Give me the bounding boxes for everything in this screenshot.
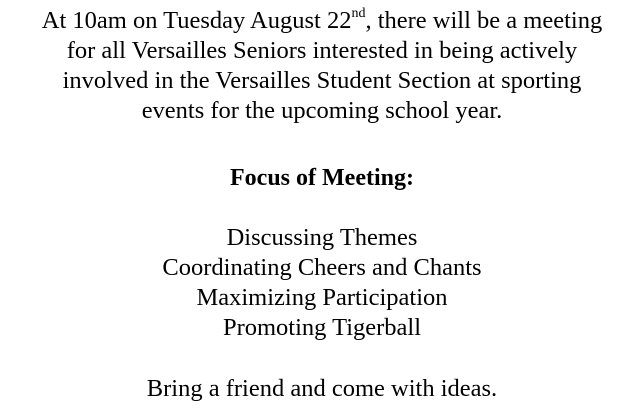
focus-heading: Focus of Meeting: bbox=[230, 165, 414, 191]
announcement-line-1-end: , there will be a meeting bbox=[365, 7, 603, 34]
announcement-paragraph bbox=[0, 6, 644, 126]
announcement-line-3: involved in the Versailles Student Section at sporting bbox=[62, 67, 582, 94]
announcement-date-text: At 10am on Tuesday August 22 bbox=[41, 7, 352, 34]
announcement-line-2: for all Versailles Seniors interested in being actively bbox=[66, 37, 578, 64]
focus-topic-item: Maximizing Participation bbox=[196, 284, 448, 311]
focus-topic-item: Discussing Themes bbox=[226, 224, 418, 251]
announcement-line-4: events for the upcoming school year. bbox=[141, 97, 503, 124]
focus-topic-item: Promoting Tigerball bbox=[222, 314, 422, 341]
announcement-line-1 bbox=[0, 6, 644, 36]
focus-topic-list bbox=[0, 223, 644, 343]
closing-line: Bring a friend and come with ideas. bbox=[146, 375, 498, 402]
focus-topic-item: Coordinating Cheers and Chants bbox=[162, 254, 482, 281]
ordinal-suffix: nd bbox=[351, 5, 366, 21]
